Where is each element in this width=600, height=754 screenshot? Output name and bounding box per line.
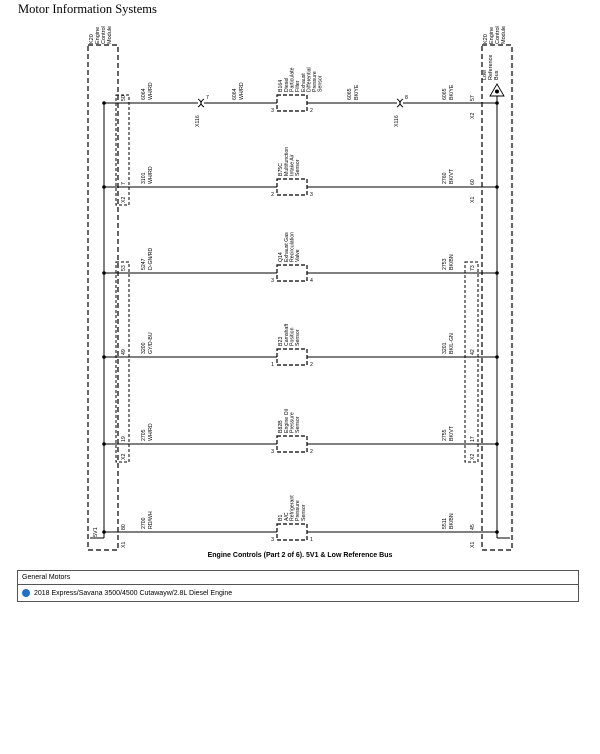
right-wire-number: 2753: [442, 258, 448, 270]
left-wire-color: WH/RD: [148, 82, 154, 100]
component-desc-line: Sensor: [295, 159, 302, 176]
left-wire-color: GY/D-BU: [148, 332, 154, 354]
component-ref: Q14: [278, 252, 284, 262]
right-pin-label: 42: [470, 349, 476, 355]
bus-5v1-label: 5V1: [93, 527, 99, 537]
low-ref-label-1: Low: [482, 69, 488, 80]
left-connector-label: X1: [121, 541, 127, 548]
right-module-line3: Module: [501, 25, 507, 44]
mid-wire-number: 6064: [232, 88, 238, 100]
left-pin-label: 49: [121, 349, 127, 355]
right-pin-label: 57: [470, 95, 476, 101]
left-wire-color: WH/RD: [148, 423, 154, 441]
component-box: [277, 95, 307, 111]
right-wire-color: BK/L-GN: [449, 333, 455, 354]
left-ecm-box: [88, 45, 118, 550]
left-module-line3: Module: [107, 25, 113, 44]
left-pin-label: 80: [121, 524, 127, 530]
component-desc-line: Differential: [306, 67, 313, 92]
component-desc-line: Filter: [295, 80, 302, 92]
component-right-pin: 1: [310, 537, 313, 543]
left-wire-number: 3200: [141, 342, 147, 354]
vehicle-row[interactable]: [18, 585, 578, 601]
page-header: Motor Information Systems: [18, 2, 157, 16]
left-module-line2: Control: [101, 26, 107, 44]
right-pin-label: 73: [470, 265, 476, 271]
right-module-line1: Engine: [489, 26, 495, 44]
component-box: [277, 524, 307, 540]
component-desc-line: Pressure: [289, 412, 296, 433]
right-wire-number: 3201: [442, 342, 448, 354]
right-pin-label: 45: [470, 524, 476, 530]
right-mid-wire-color: BK/YE: [354, 84, 360, 100]
component-desc-line: Multifunction: [284, 146, 290, 176]
component-ref: B23: [278, 336, 284, 346]
vehicle-label: 2018 Express/Savana 3500/4500 Cutawayw/2.8L Diesel Engine: [34, 589, 233, 597]
left-wire-color: D-GN/RD: [148, 247, 154, 270]
right-module-ref: K20: [483, 34, 489, 44]
inline-left-connector: X116: [195, 115, 201, 127]
component-desc-line: Position: [289, 327, 296, 346]
right-wire-number: 2755: [442, 429, 448, 441]
component-desc-line: Sensor: [300, 504, 307, 521]
component-desc-line: Recirculation: [289, 232, 296, 262]
component-desc-line: Valve: [295, 249, 302, 262]
right-connector-label: X2: [470, 112, 476, 119]
component-desc-line: Particulate: [289, 67, 296, 92]
left-module-line1: Engine: [95, 26, 101, 44]
right-connector-label: X1: [470, 541, 476, 548]
component-desc-line: Pressure: [295, 500, 302, 521]
component-box: [277, 349, 307, 365]
component-desc-line: Pressure: [312, 71, 318, 92]
component-desc-line: Exhaust Gas: [284, 232, 290, 262]
component-ref: B82B: [278, 420, 284, 433]
component-left-pin: 2: [271, 192, 274, 198]
inline-connector-left: [201, 99, 204, 107]
right-module-line2: Control: [495, 26, 501, 44]
diagram-caption: Engine Controls (Part 2 of 6). 5V1 & Low Reference Bus: [207, 552, 393, 559]
low-reference-bus-symbol: [490, 84, 504, 103]
make-label: General Motors: [18, 571, 578, 585]
right-connector-label: X1: [470, 196, 476, 203]
component-desc-line: A/C: [284, 512, 290, 521]
component-desc-line: Refrigerant: [289, 495, 296, 521]
component-right-pin: 4: [310, 278, 313, 284]
component-box: [277, 179, 307, 195]
component-desc-line: Engine Oil: [284, 409, 290, 433]
component-desc-line: Sensor: [317, 75, 324, 92]
right-connector-label: X2: [470, 453, 476, 460]
component-right-pin: 2: [310, 449, 313, 455]
left-pin-label: 53: [121, 265, 127, 271]
component-desc-line: Intake Air: [289, 154, 296, 176]
right-wire-number: 6065: [442, 88, 448, 100]
right-wire-color: BK/BN: [449, 513, 455, 529]
blue-dot-icon: [22, 589, 30, 597]
component-desc-line: Diesel: [284, 77, 290, 92]
inline-right-pin: 8: [405, 95, 408, 101]
right-wire-color: BK/VT: [449, 426, 455, 441]
component-box: [277, 436, 307, 452]
right-wire-color: BK/VT: [449, 169, 455, 184]
left-wire-number: 3101: [141, 172, 147, 184]
left-module-ref: K20: [89, 34, 95, 44]
right-mid-wire-number: 6065: [347, 88, 353, 100]
component-left-pin: 3: [271, 278, 274, 284]
inline-left-pin: 7: [206, 95, 209, 101]
component-left-pin: 3: [271, 108, 274, 114]
left-wire-number: 5247: [141, 258, 147, 270]
vehicle-info-panel: [17, 570, 579, 602]
left-connector-label: X2: [121, 453, 127, 460]
right-pin-label: 60: [470, 179, 476, 185]
inline-connector-right: [400, 99, 403, 107]
right-wire-color: BK/YE: [449, 84, 455, 100]
right-wire-color: BK/BN: [449, 254, 455, 270]
left-wire-color: WH/RD: [148, 166, 154, 184]
right-connector-box: [465, 262, 478, 462]
left-pin-label: 7: [121, 182, 127, 185]
component-ref: B1: [278, 514, 284, 521]
right-wire-number: 5511: [442, 517, 448, 529]
component-left-pin: 1: [271, 362, 274, 368]
left-wire-color: RD/WH: [148, 511, 154, 529]
component-ref: B75C: [278, 163, 284, 176]
component-desc-line: Sensor: [295, 416, 302, 433]
mid-wire-color: WH/RD: [239, 82, 245, 100]
right-wire-number: 2760: [442, 172, 448, 184]
left-connector-label: X2: [121, 196, 127, 203]
component-desc-line: Exhaust: [300, 73, 307, 92]
left-wire-number: 2700: [141, 517, 147, 529]
left-wire-number: 2705: [141, 429, 147, 441]
component-desc-line: Camshaft: [284, 323, 290, 346]
component-right-pin: 2: [310, 108, 313, 114]
component-left-pin: 3: [271, 537, 274, 543]
component-desc-line: Sensor: [295, 329, 302, 346]
inline-right-connector: X116: [394, 115, 400, 127]
low-ref-label-3: Bus: [494, 70, 500, 80]
low-ref-label-2: Reference: [488, 54, 494, 80]
component-box: [277, 265, 307, 281]
left-wire-number: 6064: [141, 88, 147, 100]
left-pin-label: 50: [121, 95, 127, 101]
component-ref: B164: [278, 79, 284, 92]
component-left-pin: 3: [271, 449, 274, 455]
component-right-pin: 2: [310, 362, 313, 368]
right-pin-label: 17: [470, 436, 476, 442]
component-right-pin: 3: [310, 192, 313, 198]
left-pin-label: 19: [121, 436, 127, 442]
